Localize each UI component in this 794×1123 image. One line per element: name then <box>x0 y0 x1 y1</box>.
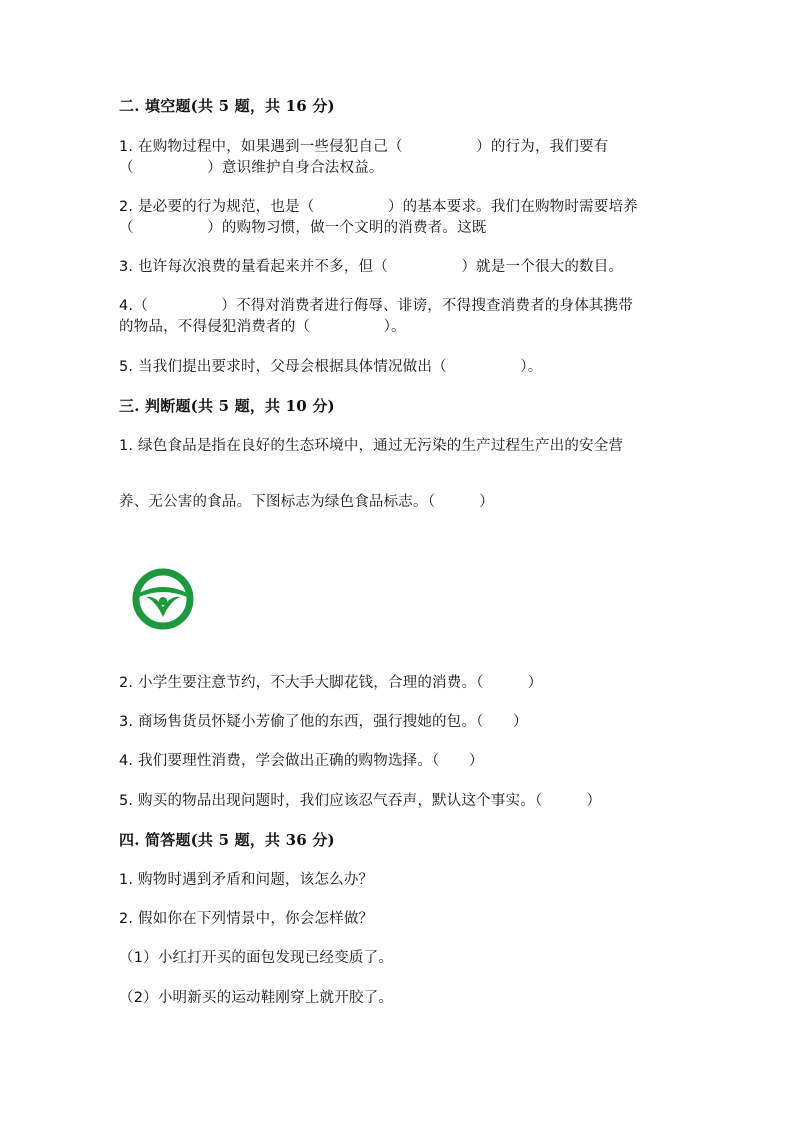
question-text: 2. 小学生要注意节约，不大手大脚花钱，合理的消费。（ ） <box>119 675 543 691</box>
question-text: 5. 购买的物品出现问题时，我们应该忍气吞声，默认这个事实。（ ） <box>119 793 602 809</box>
question-text: （ ）意识维护自身合法权益。 <box>119 160 384 176</box>
question-text: 1. 在购物过程中，如果遇到一些侵犯自己（ ）的行为，我们要有 <box>119 139 609 155</box>
question-text: 2. 假如你在下列情景中，你会怎样做？ <box>119 911 374 927</box>
question-text: 养、无公害的食品。下图标志为绿色食品标志。（ ） <box>119 494 494 510</box>
question-text: 的物品，不得侵犯消费者的（ ）。 <box>119 319 406 335</box>
section-heading-fill-in: 二. 填空题(共 5 题，共 16 分) <box>119 97 335 115</box>
question-subitem: （1）小红打开买的面包发现已经变质了。 <box>119 950 394 966</box>
question-text: 3. 也许每次浪费的量看起来并不多，但（ ）就是一个很大的数目。 <box>119 259 624 275</box>
question-text: （ ）的购物习惯，做一个文明的消费者。这既 <box>119 220 487 236</box>
question-text: 1. 购物时遇到矛盾和问题，该怎么办？ <box>119 872 374 888</box>
section-heading-short-answer: 四. 简答题(共 5 题，共 36 分) <box>119 831 335 849</box>
question-text: 4. 我们要理性消费，学会做出正确的购物选择。（ ） <box>119 753 484 769</box>
green-food-logo-icon <box>131 567 195 631</box>
section-heading-true-false: 三. 判断题(共 5 题，共 10 分) <box>119 397 335 415</box>
question-text: 5. 当我们提出要求时，父母会根据具体情况做出（ ）。 <box>119 359 543 375</box>
question-text: 2. 是必要的行为规范，也是（ ）的基本要求。我们在购物时需要培养 <box>119 199 638 215</box>
question-text: 1. 绿色食品是指在良好的生态环境中，通过无污染的生产过程生产出的安全营 <box>119 438 624 454</box>
question-text: 4.（ ）不得对消费者进行侮辱、诽谤，不得搜查消费者的身体其携带 <box>119 298 634 314</box>
question-subitem: （2）小明新买的运动鞋刚穿上就开胶了。 <box>119 990 394 1006</box>
question-text: 3. 商场售货员怀疑小芳偷了他的东西，强行搜她的包。（ ） <box>119 714 528 730</box>
